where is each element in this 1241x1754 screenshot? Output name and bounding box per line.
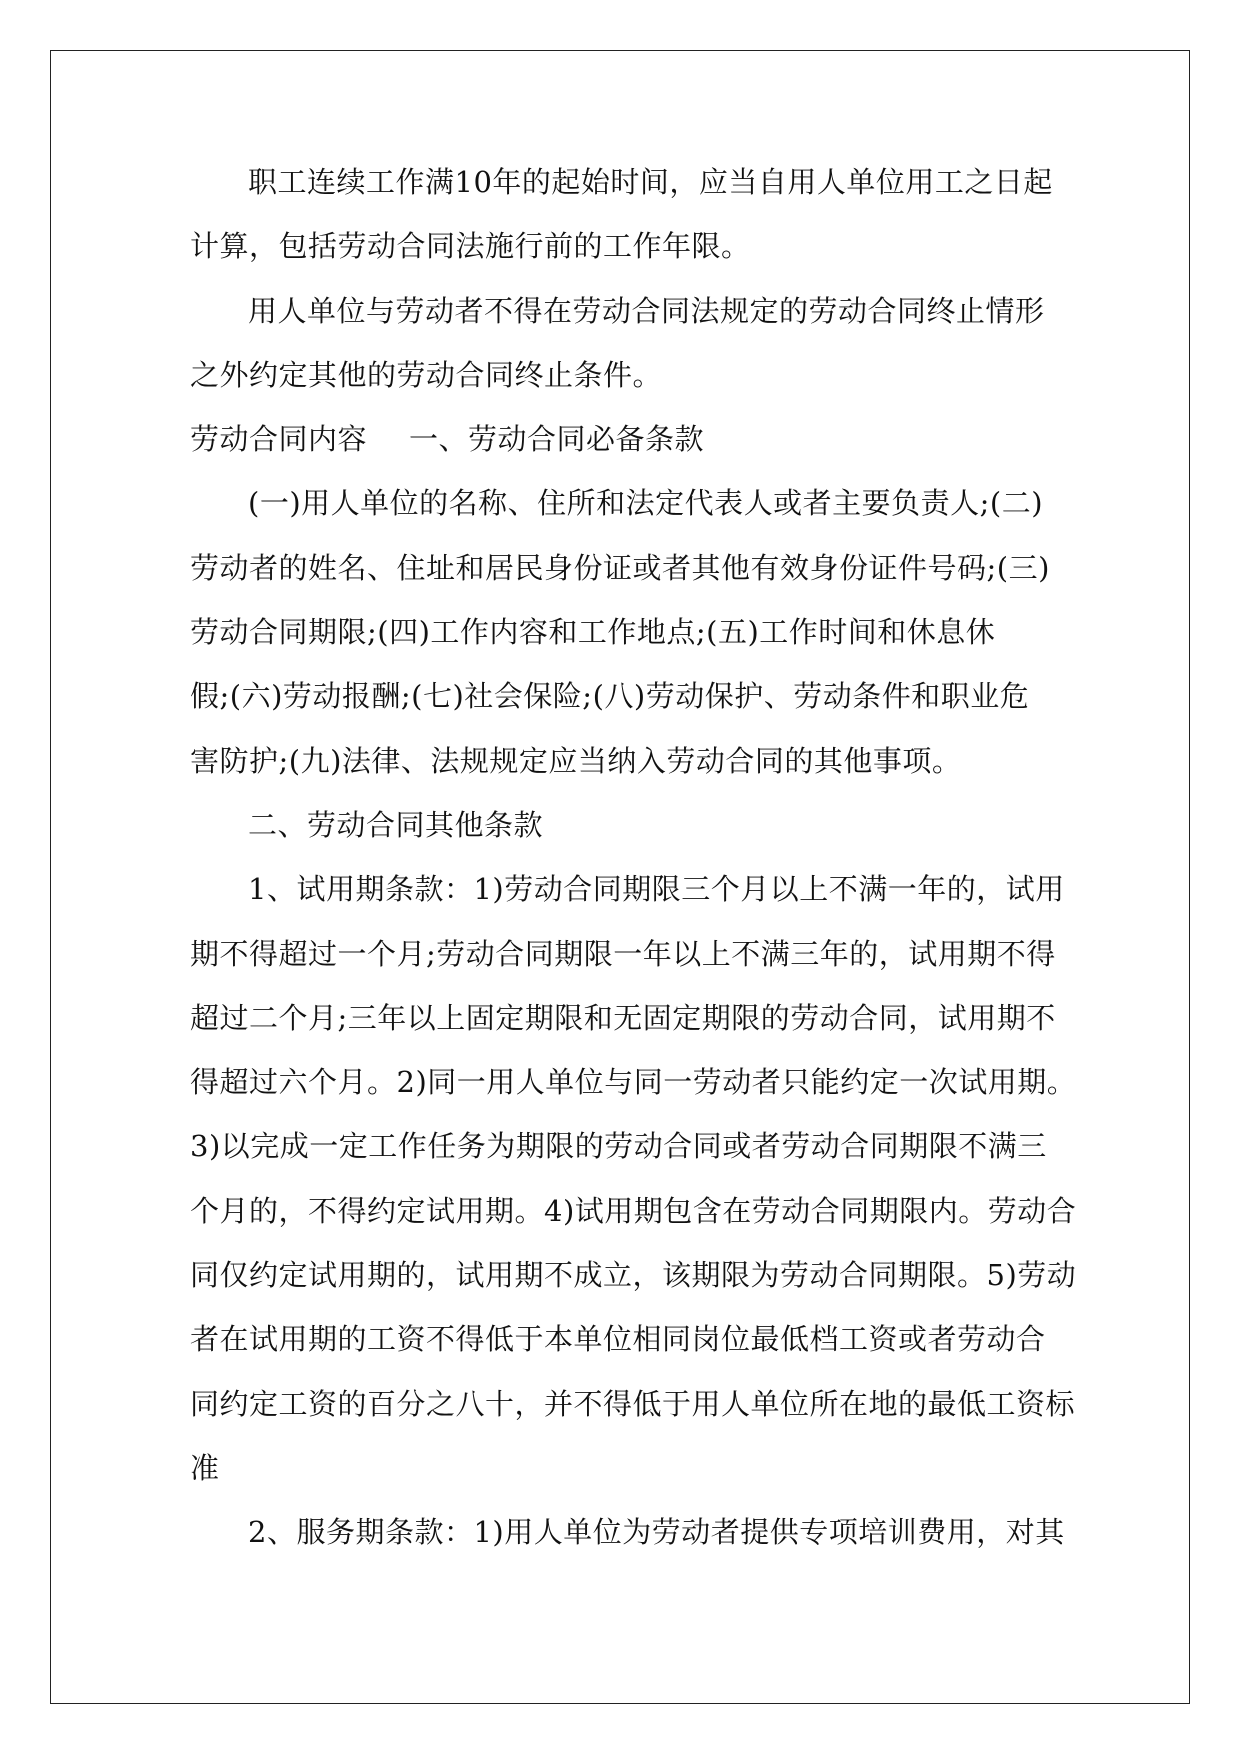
paragraph-line: 同仅约定试用期的，试用期不成立，该期限为劳动合同期限。5)劳动 [190,1258,1077,1293]
paragraph-line: 假;(六)劳动报酬;(七)社会保险;(八)劳动保护、劳动条件和职业危 [190,679,1030,714]
paragraph-line: 劳动合同期限;(四)工作内容和工作地点;(五)工作时间和休息休 [190,615,996,650]
paragraph-line: 准 [190,1450,220,1485]
paragraph-line: 者在试用期的工资不得低于本单位相同岗位最低档工资或者劳动合 [190,1322,1046,1357]
paragraph-line: 个月的，不得约定试用期。4)试用期包含在劳动合同期限内。劳动合 [190,1193,1077,1228]
paragraph-line: 职工连续工作满10年的起始时间，应当自用人单位用工之日起 [248,165,1053,199]
section-heading-line [190,419,1070,483]
document-body [190,162,1077,1577]
paragraph-line: 用人单位与劳动者不得在劳动合同法规定的劳动合同终止情形 [248,293,1045,328]
paragraph-line: 劳动者的姓名、住址和居民身份证或者其他有效身份证件号码;(三) [190,550,1050,585]
paragraph-line: (一)用人单位的名称、住所和法定代表人或者主要负责人;(二) [248,486,1044,521]
paragraph-line: 同约定工资的百分之八十，并不得低于用人单位所在地的最低工资标 [190,1386,1076,1421]
paragraph-line: 超过二个月;三年以上固定期限和无固定期限的劳动合同，试用期不 [190,1000,1056,1035]
subsection-heading: 二、劳动合同其他条款 [248,807,544,842]
section-heading-title: 劳动合同内容 [190,422,368,457]
paragraph-line: 计算，包括劳动合同法施行前的工作年限。 [190,229,751,264]
paragraph-line: 1、试用期条款：1)劳动合同期限三个月以上不满一年的，试用 [248,872,1065,907]
paragraph-line: 得超过六个月。2)同一用人单位与同一劳动者只能约定一次试用期。 [190,1065,1077,1100]
paragraph-line: 害防护;(九)法律、法规规定应当纳入劳动合同的其他事项。 [190,743,962,778]
section-subheading: 一、劳动合同必备条款 [409,422,705,457]
paragraph-line: 2、服务期条款：1)用人单位为劳动者提供专项培训费用，对其 [248,1515,1065,1550]
paragraph-line: 3)以完成一定工作任务为期限的劳动合同或者劳动合同期限不满三 [190,1129,1047,1164]
paragraph-line: 期不得超过一个月;劳动合同期限一年以上不满三年的，试用期不得 [190,936,1056,971]
paragraph-line: 之外约定其他的劳动合同终止条件。 [190,357,663,392]
